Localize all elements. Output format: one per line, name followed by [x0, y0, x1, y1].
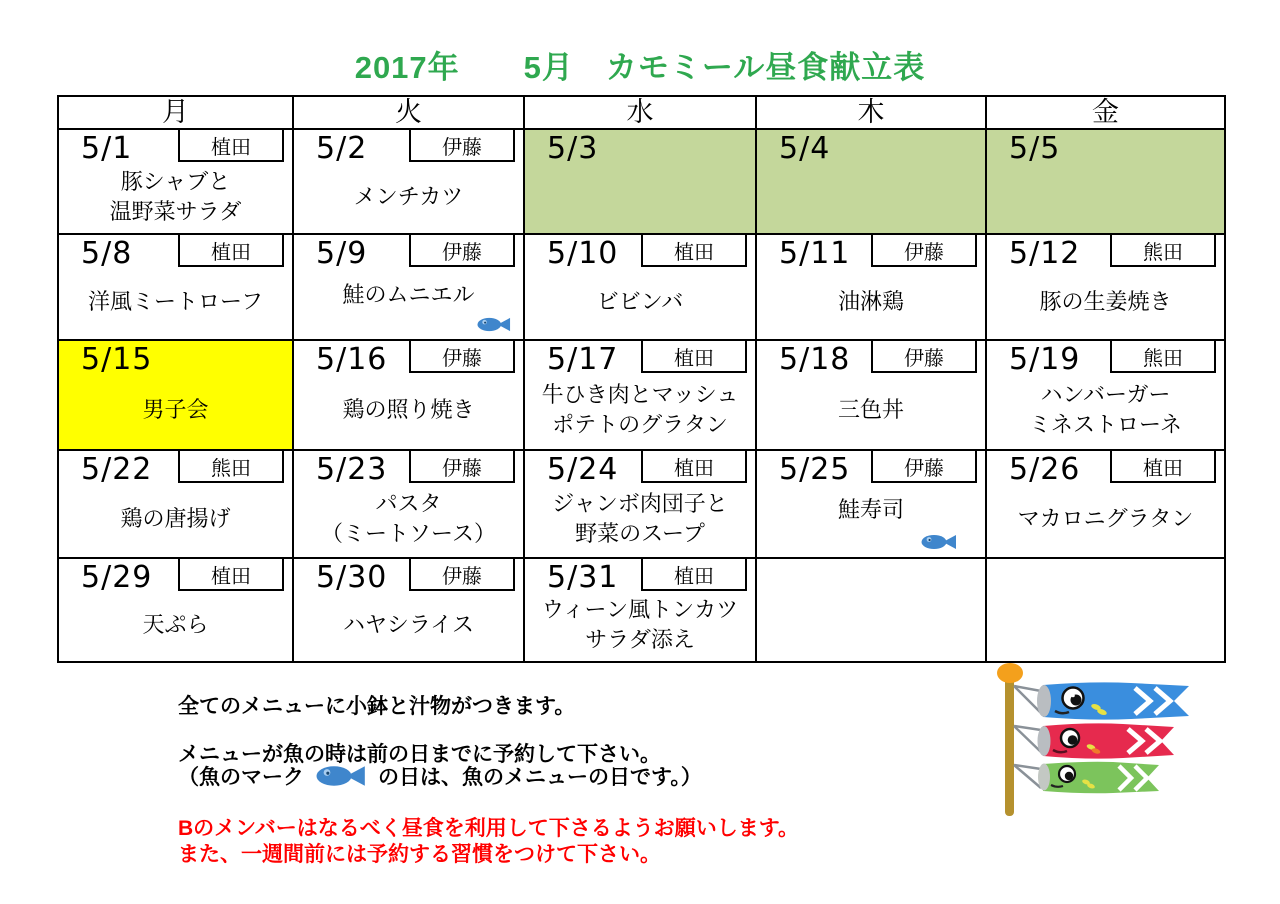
staff-name-box: [1110, 235, 1216, 267]
date-label: 5/19: [1009, 342, 1081, 377]
staff-name: 伊藤: [442, 457, 482, 480]
staff-name-box: [871, 341, 977, 373]
menu-text: ウィーン風トンカツ サラダ添え: [541, 597, 739, 652]
date-label: 5/5: [1009, 131, 1061, 166]
empty-cell-fri: [986, 558, 1225, 662]
week-row-3: [58, 340, 1225, 450]
day-header-mon: 月: [58, 96, 293, 129]
staff-name-box: [1110, 451, 1216, 483]
date-label: 5/22: [81, 452, 153, 487]
day-cell-5-8: [58, 234, 293, 340]
staff-name: 熊田: [1143, 241, 1183, 264]
day-cell-5-18: [756, 340, 986, 450]
day-header-wed: 水: [524, 96, 756, 129]
weekday-header-row: [58, 96, 1225, 129]
fish-icon: [921, 532, 957, 552]
staff-name: 熊田: [1143, 347, 1183, 370]
day-cell-5-4-holiday: [756, 129, 986, 234]
date-label: 5/26: [1009, 452, 1081, 487]
day-cell-5-12: [986, 234, 1225, 340]
menu-text: 鮭のムニエル: [342, 282, 475, 307]
staff-name: 植田: [674, 565, 714, 588]
staff-name-box: [409, 559, 515, 591]
date-label: 5/10: [547, 236, 619, 271]
staff-name-box: [409, 341, 515, 373]
day-header-tue: 火: [293, 96, 524, 129]
note-fish-reservation: メニューが魚の時は前の日までに予約して下さい。: [178, 743, 661, 766]
day-header-thu: 木: [756, 96, 986, 129]
day-cell-5-17: [524, 340, 756, 450]
staff-name-box: [178, 559, 284, 591]
menu-text: メンチカツ: [353, 183, 464, 209]
menu-text: ジャンボ肉団子と 野菜のスープ: [552, 491, 728, 546]
staff-name: 伊藤: [442, 136, 482, 159]
day-cell-5-31: [524, 558, 756, 662]
staff-name-box: [409, 130, 515, 162]
note-fish-mark-before: （魚のマーク: [178, 766, 304, 789]
green-carp-icon: [1038, 762, 1159, 794]
date-label: 5/2: [316, 131, 368, 166]
koinobori-strings: [1014, 686, 1041, 788]
staff-name: 伊藤: [904, 241, 944, 264]
staff-name: 伊藤: [442, 241, 482, 264]
staff-name: 植田: [211, 136, 251, 159]
day-cell-5-16: [293, 340, 524, 450]
day-cell-5-11: [756, 234, 986, 340]
date-label: 5/9: [316, 236, 368, 271]
day-cell-5-10: [524, 234, 756, 340]
date-label: 5/1: [81, 131, 133, 166]
menu-text: ビビンバ: [596, 289, 684, 314]
fish-icon: [314, 762, 368, 790]
empty-cell-thu: [756, 558, 986, 662]
menu-text: 男子会: [142, 397, 209, 422]
staff-name: 植田: [674, 347, 714, 370]
fish-icon: [477, 315, 511, 334]
day-cell-5-5-holiday: [986, 129, 1225, 234]
staff-name-box: [641, 341, 747, 373]
day-cell-5-2: [293, 129, 524, 234]
staff-name: 熊田: [211, 457, 251, 480]
day-cell-5-29: [58, 558, 293, 662]
staff-name-box: [409, 451, 515, 483]
calendar-container: [57, 95, 1226, 663]
staff-name-box: [641, 559, 747, 591]
note-fish-mark: [178, 761, 702, 791]
date-label: 5/31: [547, 560, 619, 595]
staff-name-box: [641, 451, 747, 483]
menu-text: ハンバーガー ミネストローネ: [1029, 382, 1182, 437]
date-label: 5/3: [547, 131, 599, 166]
day-cell-5-3-holiday: [524, 129, 756, 234]
day-header-fri: 金: [986, 96, 1225, 129]
menu-text: 牛ひき肉とマッシュ ポテトのグラタン: [541, 382, 739, 437]
date-label: 5/16: [316, 342, 388, 377]
staff-name-box: [1110, 341, 1216, 373]
menu-calendar: [57, 95, 1226, 663]
staff-name: 植田: [674, 241, 714, 264]
date-label: 5/23: [316, 452, 388, 487]
blue-carp-icon: [1037, 682, 1189, 719]
date-label: 5/18: [779, 342, 851, 377]
menu-text: 鶏の唐揚げ: [120, 506, 231, 531]
day-cell-5-30: [293, 558, 524, 662]
menu-text: マカロニグラタン: [1017, 506, 1194, 531]
staff-name-box: [178, 451, 284, 483]
date-label: 5/24: [547, 452, 619, 487]
koinobori-illustration: [983, 660, 1201, 822]
date-label: 5/17: [547, 342, 619, 377]
day-cell-5-19: [986, 340, 1225, 450]
day-cell-5-25: [756, 450, 986, 558]
note-reserve-week-before: また、一週間前には予約する習慣をつけて下さい。: [178, 843, 661, 866]
date-label: 5/30: [316, 560, 388, 595]
date-label: 5/8: [81, 236, 133, 271]
menu-text: パスタ （ミートソース）: [321, 491, 496, 546]
staff-name: 伊藤: [904, 347, 944, 370]
date-label: 5/25: [779, 452, 851, 487]
week-row-5: [58, 558, 1225, 662]
menu-text: 洋風ミートローフ: [88, 289, 263, 314]
koinobori-pole: [1005, 674, 1014, 816]
date-label: 5/11: [779, 236, 851, 271]
date-label: 5/4: [779, 131, 831, 166]
menu-text: 豚の生姜焼き: [1039, 289, 1172, 314]
staff-name: 伊藤: [442, 347, 482, 370]
day-cell-5-24: [524, 450, 756, 558]
staff-name: 植田: [211, 565, 251, 588]
day-cell-5-9: [293, 234, 524, 340]
staff-name: 伊藤: [442, 565, 482, 588]
page-title: 2017年 5月 カモミール昼食献立表: [354, 50, 926, 85]
day-cell-5-22: [58, 450, 293, 558]
menu-text: 三色丼: [837, 397, 904, 422]
menu-text: 天ぷら: [142, 612, 209, 637]
red-carp-icon: [1038, 723, 1175, 758]
day-cell-5-26: [986, 450, 1225, 558]
menu-text: 豚シャブと 温野菜サラダ: [109, 168, 242, 224]
note-b-members: Bのメンバーはなるべく昼食を利用して下さるようお願いします。: [178, 817, 800, 840]
date-label: 5/12: [1009, 236, 1081, 271]
week-row-2: [58, 234, 1225, 340]
staff-name-box: [409, 235, 515, 267]
date-label: 5/29: [81, 560, 153, 595]
day-cell-5-15-event: [58, 340, 293, 450]
day-cell-5-23: [293, 450, 524, 558]
menu-text: ハヤシライス: [343, 612, 474, 637]
note-fish-mark-after: の日は、魚のメニューの日です。）: [378, 766, 702, 789]
menu-text: 鮭寿司: [837, 497, 904, 522]
staff-name-box: [871, 235, 977, 267]
staff-name-box: [178, 130, 284, 162]
note-side-dishes: 全てのメニューに小鉢と汁物がつきます。: [178, 695, 576, 718]
staff-name: 植田: [1143, 457, 1183, 480]
date-label: 5/15: [81, 342, 153, 377]
staff-name: 伊藤: [904, 457, 944, 480]
koinobori-finial: [997, 663, 1023, 683]
menu-text: 鶏の照り焼き: [342, 397, 475, 422]
staff-name: 植田: [211, 241, 251, 264]
week-row-1: [58, 129, 1225, 234]
day-cell-5-1: [58, 129, 293, 234]
staff-name-box: [641, 235, 747, 267]
staff-name-box: [178, 235, 284, 267]
staff-name-box: [871, 451, 977, 483]
week-row-4: [58, 450, 1225, 558]
menu-text: 油淋鶏: [837, 289, 904, 314]
staff-name: 植田: [674, 457, 714, 480]
